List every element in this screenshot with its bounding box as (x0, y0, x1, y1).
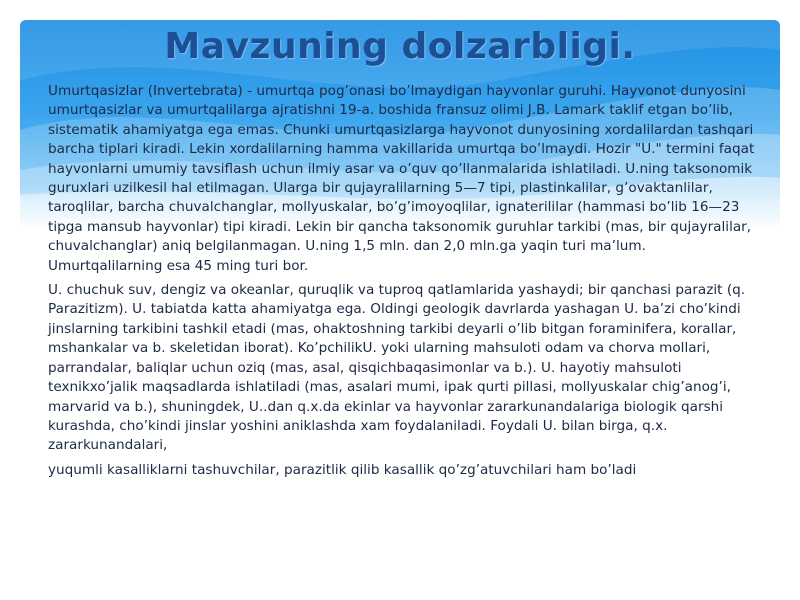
paragraph-1: Umurtqasizlar (Invertebrata) - umurtqa pog’onasi bo’lmaydigan hayvonlar guruhi. Hayvonot dunyosini umurtqasizlar va umurtqalilarga ajratishni 19-a. boshida fransuz olimi J.B. Lamark taklif etgan bo’lib, sistematik ahamiyatga ega emas. Chunki umurtqasizlarga hayvonot dunyosining xordalilardan tashqari barcha tiplari kiradi. Lekin xordalilarning hamma vakillarida umurtqa bo’lmaydi. Hozir "U." termini faqat hayvonlarni umumiy tavsiflash uchun ilmiy asar va o’quv qo’llanmalarida ishlatiladi. U.ning taksonomik guruxlari uzilkesil hal etilmagan. Ularga bir qujayralilarning 5—7 tipi, plastinkalilar, g’ovaktanlilar, taroqlilar, barcha chuvalchanglar, mollyuskalar, bo’g’imoyoqlilar, ignaterililar (hammasi bo’lib 16—23 tipga mansub hayvonlar) tipi kiradi. Lekin bir qancha taksonomik guruhlar tarkibi (mas, bir qujayralilar, chuvalchanglar) aniq belgilanmagan. U.ning 1,5 mln. dan 2,0 mln.ga yaqin turi ma’lum. Umurtqalilarning esa 45 ming turi bor. (48, 83, 755, 274)
paragraph-3: yuqumli kasalliklarni tashuvchilar, parazitlik qilib kasallik qo’zg’atuvchilari ham bo’ladi (48, 461, 637, 478)
paragraph-2: U. chuchuk suv, dengiz va okeanlar, quruqlik va tuproq qatlamlarida yashaydi; bir qanchasi parazit (q. Parazitizm). U. tabiatda katta ahamiyatga ega. Oldingi geologik davrlarda yashagan U. ba’zi cho’kindi jinslarning tarkibini tashkil etadi (mas, ohaktoshning tarkibi deyarli o’lib bitgan foraminifera, korallar, mshankalar va b. skeletidan iborat). Ko’pchilikU. yoki ularning mahsuloti odam va chorva mollari, parrandalar, baliqlar uchun oziq (mas, asal, qisqichbaqasimonlar va b.). U. hayotiy mahsuloti texnikxo’jalik maqsadlarda ishlatiladi (mas, asalari mumi, ipak qurti pillasi, mollyuskalar chig’anog’i, marvarid va b.), shuningdek, U..dan q.x.da ekinlar va hayvonlar zararkunandalariga biologik qarshi kurashda, cho’kindi jinslar yoshini aniklashda xam foydalaniladi. Foydali U. bilan birga, q.x. zararkunandalari, (48, 282, 746, 454)
slide-body (48, 82, 760, 485)
slide-title: Mavzuning dolzarbligi. (164, 26, 636, 67)
